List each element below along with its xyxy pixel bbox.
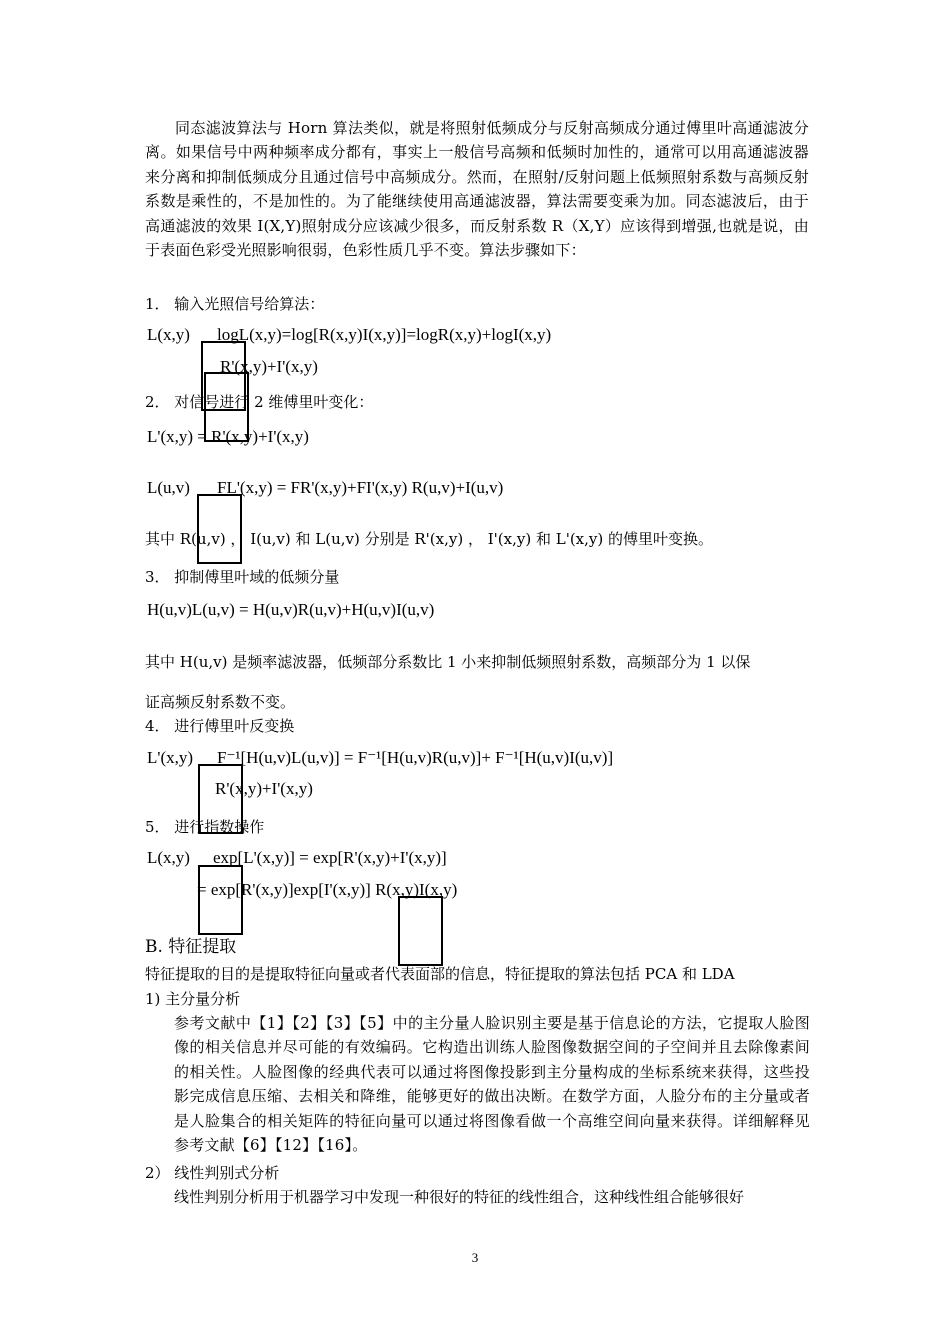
step-1: 1． 输入光照信号给算法：: [145, 295, 325, 313]
equation-5a-lhs: L(x,y): [147, 848, 190, 867]
lda-body: 线性判别分析用于机器学习中发现一种很好的特征的线性组合，这种线性组合能够很好: [174, 1188, 745, 1206]
filter-note-line1: 其中 H(u,v) 是频率滤波器，低频部分系数比 1 小来抑制低频照射系数，高频部分为 1 以保: [145, 653, 751, 671]
step-2: 2． 对信号进行 2 维傅里叶变化：: [145, 393, 374, 411]
step-5: 5． 进行指数操作: [145, 818, 265, 836]
equation-2a: L'(x,y) = R'(x,y)+I'(x,y): [147, 427, 309, 446]
equation-5b: = exp[R'(x,y)]exp[I'(x,y)] R(x,y)I(x,y): [197, 880, 458, 899]
step-3: 3． 抑制傅里叶域的低频分量: [145, 568, 340, 586]
equation-2b-lhs: L(u,v): [147, 478, 190, 497]
equation-1a-rhs: logL(x,y)=log[R(x,y)I(x,y)]=logR(x,y)+logI(x,y): [217, 325, 552, 344]
page-number: 3: [471, 1250, 479, 1265]
equation-2b-rhs: FL'(x,y) = FR'(x,y)+FI'(x,y) R(u,v)+I(u,v): [217, 478, 504, 497]
equation-4a-lhs: L'(x,y): [147, 748, 194, 767]
symbol-placeholder-box: [198, 865, 243, 935]
equation-1b: R'(x,y)+I'(x,y): [220, 357, 318, 376]
where-transform-note: 其中 R(u,v) ， I(u,v) 和 L(u,v) 分别是 R'(x,y) ， I'(x,y) 和 L'(x,y) 的傅里叶变换。: [145, 530, 713, 548]
step-4: 4． 进行傅里叶反变换: [145, 717, 295, 735]
intro-paragraph: 同态滤波算法与 Horn 算法类似，就是将照射低频成分与反射高频成分通过傅里叶高通滤波分离。如果信号中两种频率成分都有，事实上一般信号高频和低频时加性的，通常可以用高通滤波器来分离和抑制低频成分且通过信号中高频成分。然而，在照射/反射问题上低频照射系数与高频反射系数是乘性的，不是加性的。为了能继续使用高通滤波器，算法需要变乘为加。同态滤波后，由于高通滤波的效果 I(X,Y)照射成分应该减少很多，而反射系数 R（X,Y）应该得到增强,也就是说，由于表面色彩受光照影响很弱，色彩性质几乎不变。算法步骤如下：: [145, 119, 809, 260]
filter-note-line2: 证高频反射系数不变。: [145, 693, 296, 711]
equation-4a-rhs: F⁻¹[H(u,v)L(u,v)] = F⁻¹[H(u,v)R(u,v)]+ F⁻¹[H(u,v)I(u,v)]: [217, 748, 614, 767]
pca-title: 1) 主分量分析: [145, 990, 241, 1008]
symbol-placeholder-box: [398, 896, 443, 966]
equation-5a-rhs: exp[L'(x,y)] = exp[R'(x,y)+I'(x,y)]: [213, 848, 447, 867]
equation-3: H(u,v)L(u,v) = H(u,v)R(u,v)+H(u,v)I(u,v): [147, 600, 435, 619]
equation-4b: R'(x,y)+I'(x,y): [215, 779, 313, 798]
lda-title: 2） 线性判别式分析: [145, 1164, 280, 1182]
pca-body: 参考文献中【1】【2】【3】【5】中的主分量人脸识别主要是基于信息论的方法，它提取人脸图像的相关信息并尽可能的有效编码。它构造出训练人脸图像数据空间的子空间并且去除像素间的相关性。人脸图像的经典代表可以通过将图像投影到主分量构成的坐标系统来获得，这些投影完成信息压缩、去相关和降维，能够更好的做出决断。在数学方面，人脸分布的主分量或者是人脸集合的相关矩阵的特征向量可以通过将图像看做一个高维空间向量来获得。详细解释见参考文献【6】【12】【16】。: [174, 1014, 810, 1155]
section-b-intro: 特征提取的目的是提取特征向量或者代表面部的信息，特征提取的算法包括 PCA 和 LDA: [145, 965, 735, 983]
section-b-heading: B. 特征提取: [145, 937, 237, 957]
equation-1a-lhs: L(x,y): [147, 325, 190, 344]
